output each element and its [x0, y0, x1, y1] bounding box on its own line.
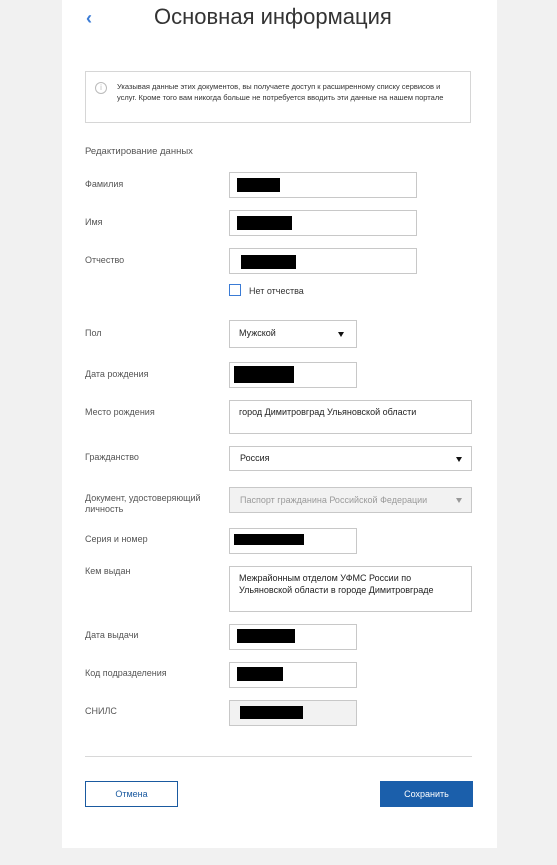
no-patronymic-checkbox[interactable] — [229, 284, 241, 296]
redacted-block — [234, 534, 304, 545]
snils-input — [229, 700, 357, 726]
issued-by-value: Межрайонным отделом УФМС России по Ульяновской области в городе Димитровграде — [239, 573, 434, 595]
redacted-block — [237, 667, 283, 681]
issued-by-label: Кем выдан — [85, 566, 131, 576]
section-title: Редактирование данных — [85, 146, 193, 157]
info-icon: i — [95, 82, 107, 94]
birthdate-input[interactable] — [229, 362, 357, 388]
birthdate-label: Дата рождения — [85, 369, 149, 379]
snils-label: СНИЛС — [85, 706, 117, 716]
series-number-input[interactable] — [229, 528, 357, 554]
redacted-block — [240, 706, 303, 719]
birthplace-textarea[interactable] — [229, 400, 472, 434]
gender-select[interactable] — [229, 320, 357, 348]
name-input[interactable] — [229, 210, 417, 236]
dropdown-arrow-icon — [456, 457, 462, 462]
citizenship-value: Россия — [240, 453, 270, 463]
patronymic-input[interactable] — [229, 248, 417, 274]
back-chevron-icon[interactable]: ‹ — [86, 8, 92, 28]
name-label: Имя — [85, 217, 103, 227]
citizenship-select[interactable] — [229, 446, 472, 471]
document-value: Паспорт гражданина Российской Федерации — [240, 495, 428, 505]
save-button[interactable]: Сохранить — [380, 781, 473, 807]
page-title: Основная информация — [154, 4, 392, 29]
birthplace-value: город Димитровград Ульяновской области — [239, 407, 417, 417]
surname-input[interactable] — [229, 172, 417, 198]
redacted-block — [237, 629, 295, 643]
info-notice — [85, 71, 471, 123]
patronymic-label: Отчество — [85, 255, 125, 265]
gender-value: Мужской — [239, 328, 276, 338]
citizenship-label: Гражданство — [85, 452, 139, 462]
notice-text: Указывая данные этих документов, вы получаете доступ к расширенному списку сервисов и услуг. Кроме того вам никогда больше не потребуется вводить эти данные на нашем портале — [117, 82, 444, 102]
issue-date-input[interactable] — [229, 624, 357, 650]
dropdown-arrow-icon — [456, 498, 462, 503]
birthplace-label: Место рождения — [85, 407, 155, 417]
no-patronymic-label[interactable]: Нет отчества — [249, 286, 304, 296]
dept-code-label: Код подразделения — [85, 668, 167, 678]
issued-by-textarea[interactable] — [229, 566, 472, 612]
redacted-block — [237, 216, 292, 230]
redacted-block — [241, 255, 296, 269]
divider — [85, 756, 472, 757]
cancel-button[interactable]: Отмена — [85, 781, 178, 807]
gender-label: Пол — [85, 328, 102, 338]
document-select — [229, 487, 472, 513]
dropdown-arrow-icon — [338, 332, 344, 337]
series-label: Серия и номер — [85, 534, 148, 544]
redacted-block — [237, 178, 280, 192]
issue-date-label: Дата выдачи — [85, 630, 139, 640]
surname-label: Фамилия — [85, 179, 124, 189]
document-label: Документ, удостоверяющий личность — [85, 493, 201, 514]
dept-code-input[interactable] — [229, 662, 357, 688]
redacted-block — [234, 366, 294, 383]
